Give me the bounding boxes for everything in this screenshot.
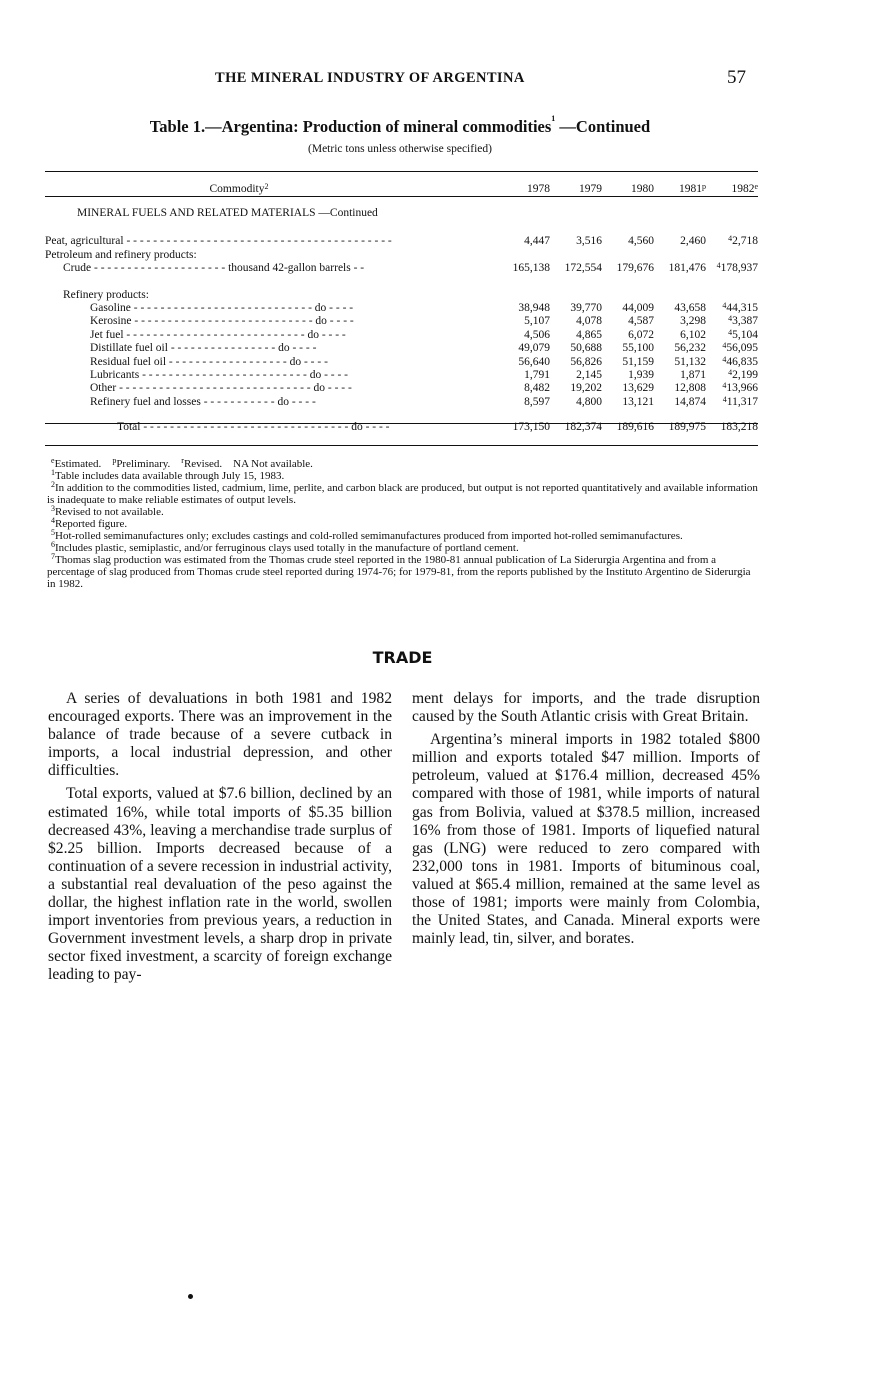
row-label: Peat, agricultural - - - - - - - - - - - - - - - - - - - - - - - - - - - - - - - - - - - - - - - - bbox=[45, 235, 392, 248]
cell: 8,597 bbox=[524, 395, 550, 408]
table-title bbox=[0, 114, 800, 137]
cell: 2,145 bbox=[576, 369, 602, 382]
cell: 55,100 bbox=[622, 342, 654, 355]
subheading-row bbox=[45, 289, 758, 302]
table-row bbox=[45, 396, 758, 409]
table-row bbox=[45, 342, 758, 355]
cell: 165,138 bbox=[512, 262, 550, 275]
col-1981: 1981$^p$ bbox=[679, 181, 706, 195]
col-1979: 1979 bbox=[579, 182, 602, 195]
footnote: $^6$Includes plastic, semiplastic, and/or ferruginous clays used totally in the manufacture of portland cement. bbox=[51, 540, 519, 554]
cell: 4,078 bbox=[576, 315, 602, 328]
cell: 13,121 bbox=[622, 395, 654, 408]
cell: 8,482 bbox=[524, 382, 550, 395]
section-heading-row bbox=[45, 207, 758, 220]
row-label: Refinery fuel and losses - - - - - - - - - - - do - - - - bbox=[90, 395, 316, 408]
page-number: 57 bbox=[727, 67, 746, 88]
cell: 189,975 bbox=[668, 421, 706, 434]
cell: $^4$44,315 bbox=[722, 301, 758, 315]
cell: $^4$2,199 bbox=[728, 368, 758, 382]
table-row bbox=[45, 235, 758, 248]
cell: 12,808 bbox=[674, 382, 706, 395]
cell: 14,874 bbox=[674, 395, 706, 408]
row-label: Other - - - - - - - - - - - - - - - - - - - - - - - - - - - - - do - - - - bbox=[90, 382, 352, 395]
cell: 181,476 bbox=[668, 262, 706, 275]
cell: 3,516 bbox=[576, 235, 602, 248]
subheading-row bbox=[45, 249, 758, 262]
table-row bbox=[45, 329, 758, 342]
table-row bbox=[45, 382, 758, 395]
cell: 3,298 bbox=[680, 315, 706, 328]
cell: 4,587 bbox=[628, 315, 654, 328]
row-label: Crude - - - - - - - - - - - - - - - - - - - - thousand 42-gallon barrels - - bbox=[63, 262, 365, 275]
table-row bbox=[45, 315, 758, 328]
trade-left-column bbox=[48, 690, 392, 985]
trade-right-column bbox=[412, 690, 760, 948]
cell: 50,688 bbox=[570, 342, 602, 355]
cell: 4,506 bbox=[524, 328, 550, 341]
cell: 1,791 bbox=[524, 369, 550, 382]
cell: 4,800 bbox=[576, 395, 602, 408]
row-label: Total - - - - - - - - - - - - - - - - - - - - - - - - - - - - - - - do - - - - bbox=[117, 421, 390, 434]
trade-heading: TRADE bbox=[372, 648, 433, 667]
table-title-text: Table 1.—Argentina: Production of mineral commodities bbox=[149, 117, 552, 136]
footnote: $^2$In addition to the commodities listed, cadmium, lime, perlite, and carbon black are produced, but output is not reported quantitatively and available information is inadequate to make reliable estimates of output levels. bbox=[47, 480, 758, 506]
cell: 44,009 bbox=[622, 302, 654, 315]
cell: 13,629 bbox=[622, 382, 654, 395]
cell: $^4$46,835 bbox=[722, 354, 758, 368]
cell: 6,102 bbox=[680, 328, 706, 341]
cell: 49,079 bbox=[518, 342, 550, 355]
cell: 172,554 bbox=[564, 262, 602, 275]
cell: 51,159 bbox=[622, 355, 654, 368]
paragraph: Argentina’s mineral imports in 1982 totaled $800 million and exports totaled $47 million. Imports of petroleum, valued at $176.4 million, decreased 45% compared with those of 1981, while imports of natural gas from Bolivia, valued at $378.5 million, increased 16% from those of 1981. Imports of liquefied natural gas (LNG) were reduced to zero compared with 232,000 tons in 1981. Imports of bituminous coal, valued at $65.4 million, remained at the same level as those of 1981; imports were mainly from Colombia, the United States, and Canada. Mineral exports were mainly lead, tin, silver, and borates. bbox=[412, 731, 760, 948]
cell: 56,232 bbox=[674, 342, 706, 355]
cell: 1,871 bbox=[680, 369, 706, 382]
cell: 43,658 bbox=[674, 302, 706, 315]
cell: $^4$56,095 bbox=[722, 341, 758, 355]
production-table bbox=[45, 174, 758, 435]
col-1982: 1982e bbox=[731, 181, 758, 195]
row-label: Gasoline - - - - - - - - - - - - - - - - - - - - - - - - - - - do - - - - bbox=[90, 302, 354, 315]
paragraph: A series of devaluations in both 1981 and 1982 encouraged exports. There was an improvement in the balance of trade because of a severe cutback in imports, a local industrial depression, and other difficulties. bbox=[48, 690, 392, 780]
cell: 4,560 bbox=[628, 235, 654, 248]
table-bottom-rule bbox=[45, 445, 758, 446]
cell: $^4$3,387 bbox=[728, 314, 758, 328]
table-header-row bbox=[45, 174, 758, 196]
row-label: Kerosine - - - - - - - - - - - - - - - - - - - - - - - - - - - do - - - - bbox=[90, 315, 354, 328]
cell: 2,460 bbox=[680, 235, 706, 248]
footnote-legend: $^e$Estimated. $^p$Preliminary. $^r$Revised. NA Not available. bbox=[51, 456, 313, 470]
cell: 4,865 bbox=[576, 328, 602, 341]
table-row bbox=[45, 369, 758, 382]
cell: 173,150 bbox=[512, 421, 550, 434]
petroleum-heading: Petroleum and refinery products: bbox=[45, 248, 197, 261]
col-commodity: Commodity$^2$ bbox=[209, 181, 269, 195]
table-row bbox=[45, 302, 758, 315]
table-title-suffix: —Continued bbox=[555, 117, 651, 136]
table-row bbox=[45, 262, 758, 275]
cell: 51,132 bbox=[674, 355, 706, 368]
cell: 56,640 bbox=[518, 355, 550, 368]
col-1980: 1980 bbox=[631, 182, 654, 195]
row-label: Residual fuel oil - - - - - - - - - - - - - - - - - - do - - - - bbox=[90, 355, 328, 368]
footnote-list bbox=[47, 470, 759, 590]
table-subtitle: (Metric tons unless otherwise specified) bbox=[308, 143, 492, 155]
cell: $^4$13,966 bbox=[722, 381, 758, 395]
total-row bbox=[45, 421, 758, 434]
cell: 189,616 bbox=[616, 421, 654, 434]
cell: $^4$2,718 bbox=[728, 234, 758, 248]
running-title: THE MINERAL INDUSTRY OF ARGENTINA bbox=[215, 70, 525, 86]
row-label: Lubricants - - - - - - - - - - - - - - - - - - - - - - - - - do - - - - bbox=[90, 369, 349, 382]
col-1978: 1978 bbox=[527, 182, 550, 195]
row-label: Jet fuel - - - - - - - - - - - - - - - - - - - - - - - - - - - do - - - - bbox=[90, 328, 346, 341]
cell: 4,447 bbox=[524, 235, 550, 248]
cell: 6,072 bbox=[628, 328, 654, 341]
cell: $^4$5,104 bbox=[728, 327, 758, 341]
cell: 182,374 bbox=[564, 421, 602, 434]
table-row bbox=[45, 356, 758, 369]
refinery-rows bbox=[45, 302, 758, 409]
section-heading: MINERAL FUELS AND RELATED MATERIALS —Continued bbox=[77, 207, 378, 219]
footnote: $^4$Reported figure. bbox=[51, 516, 128, 530]
cell: 179,676 bbox=[616, 262, 654, 275]
cell: 5,107 bbox=[524, 315, 550, 328]
cell: 56,826 bbox=[570, 355, 602, 368]
paragraph: Total exports, valued at $7.6 billion, declined by an estimated 16%, while total imports of $5.35 billion decreased 43%, leaving a merchandise trade surplus of $2.25 billion. Imports decreased because of a continuation of a severe recession in industrial activity, a substantial real devaluation of the peso against the dollar, the highest inflation rate in the world, swollen import inventories from previous years, a reduction in Government investment levels, a sharp drop in private sector fixed investment, a scarcity of foreign exchange leading to pay- bbox=[48, 785, 392, 984]
cell: $^4$11,317 bbox=[722, 394, 758, 408]
cell: $^4$178,937 bbox=[716, 261, 758, 275]
paragraph-continuation: ment delays for imports, and the trade disruption caused by the South Atlantic crisis with Great Britain. bbox=[412, 690, 760, 726]
cell: 19,202 bbox=[570, 382, 602, 395]
footnote: $^1$Table includes data available through July 15, 1983. bbox=[51, 468, 285, 482]
cell: 39,770 bbox=[570, 302, 602, 315]
stray-mark bbox=[188, 1294, 193, 1299]
footnote: $^7$Thomas slag production was estimated from the Thomas crude steel reported in the 1980-81 annual publication of La Siderurgia Argentina and from a percentage of slag produced from Thomas crude steel reported during 1974-76; for 1979-81, from the reports published by the Instituto Argentino de Siderurgia in 1982. bbox=[47, 552, 751, 590]
refinery-heading: Refinery products: bbox=[63, 288, 149, 301]
cell: 38,948 bbox=[518, 302, 550, 315]
row-label: Distillate fuel oil - - - - - - - - - - - - - - - - do - - - - bbox=[90, 342, 317, 355]
footnote: $^5$Hot-rolled semimanufactures only; excludes castings and cold-rolled semimanufactures produced from imported hot-rolled semimanufactures. bbox=[51, 528, 683, 542]
footnote: $^3$Revised to not available. bbox=[51, 504, 164, 518]
table-title-sup: 1 bbox=[551, 114, 556, 123]
table-top-rule bbox=[45, 171, 758, 172]
cell: 183,218 bbox=[720, 421, 758, 434]
footnotes bbox=[47, 458, 759, 590]
cell: 1,939 bbox=[628, 369, 654, 382]
